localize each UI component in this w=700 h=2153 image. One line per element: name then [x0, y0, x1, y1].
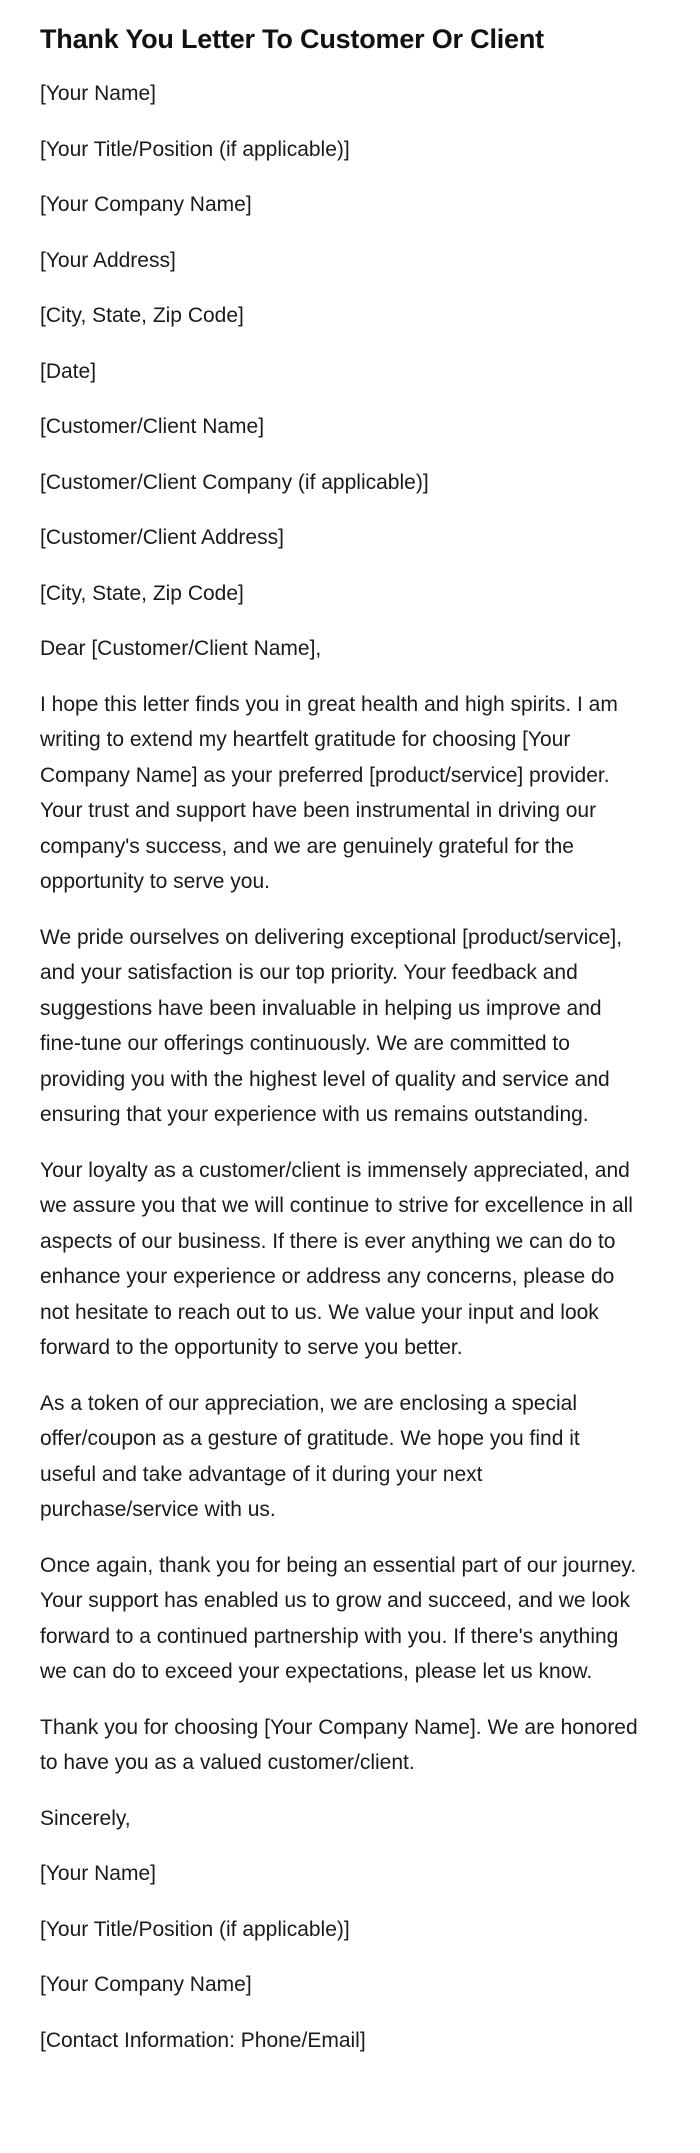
sender-title: [Your Title/Position (if applicable)]: [40, 137, 350, 161]
salutation: Dear [Customer/Client Name],: [40, 637, 322, 660]
signature-company: [Your Company Name]: [40, 1973, 252, 1996]
body-paragraph: Your loyalty as a customer/client is immensely appreciated, and we assure you that we will continue to strive for excellence in all aspects of our business. If there is ever anything we can do to enhance your experience or address any concerns, please do not hesitate to reach out to us. We value your input and look forward to the opportunity to serve you better.: [40, 1158, 633, 1359]
closing: Sincerely,: [40, 1806, 131, 1830]
sender-city-state-zip: [City, State, Zip Code]: [40, 304, 244, 327]
body-paragraph: I hope this letter finds you in great health and high spirits. I am writing to extend my heartfelt gratitude for choosing [Your Company Name] as your preferred [product/service] provider. Your trust and support have been instrumental in driving our company's success, and we are genuinely grateful for the opportunity to serve you.: [40, 692, 618, 893]
body-paragraph: We pride ourselves on delivering exceptional [product/service], and your satisfaction is our top priority. Your feedback and suggestions have been invaluable in helping us improve and fine-tune our offerings continuously. We are committed to providing you with the highest level of quality and service and ensuring that your experience with us remains outstanding.: [40, 925, 623, 1126]
body-paragraph: As a token of our appreciation, we are enclosing a special offer/coupon as a gesture of gratitude. We hope you find it useful and take advantage of it during your next purchase/service with us.: [40, 1391, 580, 1521]
page-title: Thank You Letter To Customer Or Client: [40, 24, 544, 54]
letter-date: [Date]: [40, 359, 97, 383]
recipient-address: [Customer/Client Address]: [40, 526, 284, 549]
sender-name: [Your Name]: [40, 82, 156, 105]
body-paragraph: Once again, thank you for being an essential part of our journey. Your support has enabled us to grow and succeed, and we look forward to a continued partnership with you. If there's anything we can do to exceed your expectations, please let us know.: [40, 1553, 637, 1683]
sender-address: [Your Address]: [40, 248, 176, 272]
signature-title: [Your Title/Position (if applicable)]: [40, 1917, 350, 1941]
body-paragraph: Thank you for choosing [Your Company Name]. We are honored to have you as a valued customer/client.: [40, 1715, 638, 1774]
signature-contact: [Contact Information: Phone/Email]: [40, 2028, 366, 2052]
recipient-city-state-zip: [City, State, Zip Code]: [40, 581, 244, 605]
sender-company: [Your Company Name]: [40, 193, 252, 216]
recipient-name: [Customer/Client Name]: [40, 415, 265, 438]
recipient-company: [Customer/Client Company (if applicable)]: [40, 470, 429, 494]
signature-name: [Your Name]: [40, 1862, 156, 1885]
